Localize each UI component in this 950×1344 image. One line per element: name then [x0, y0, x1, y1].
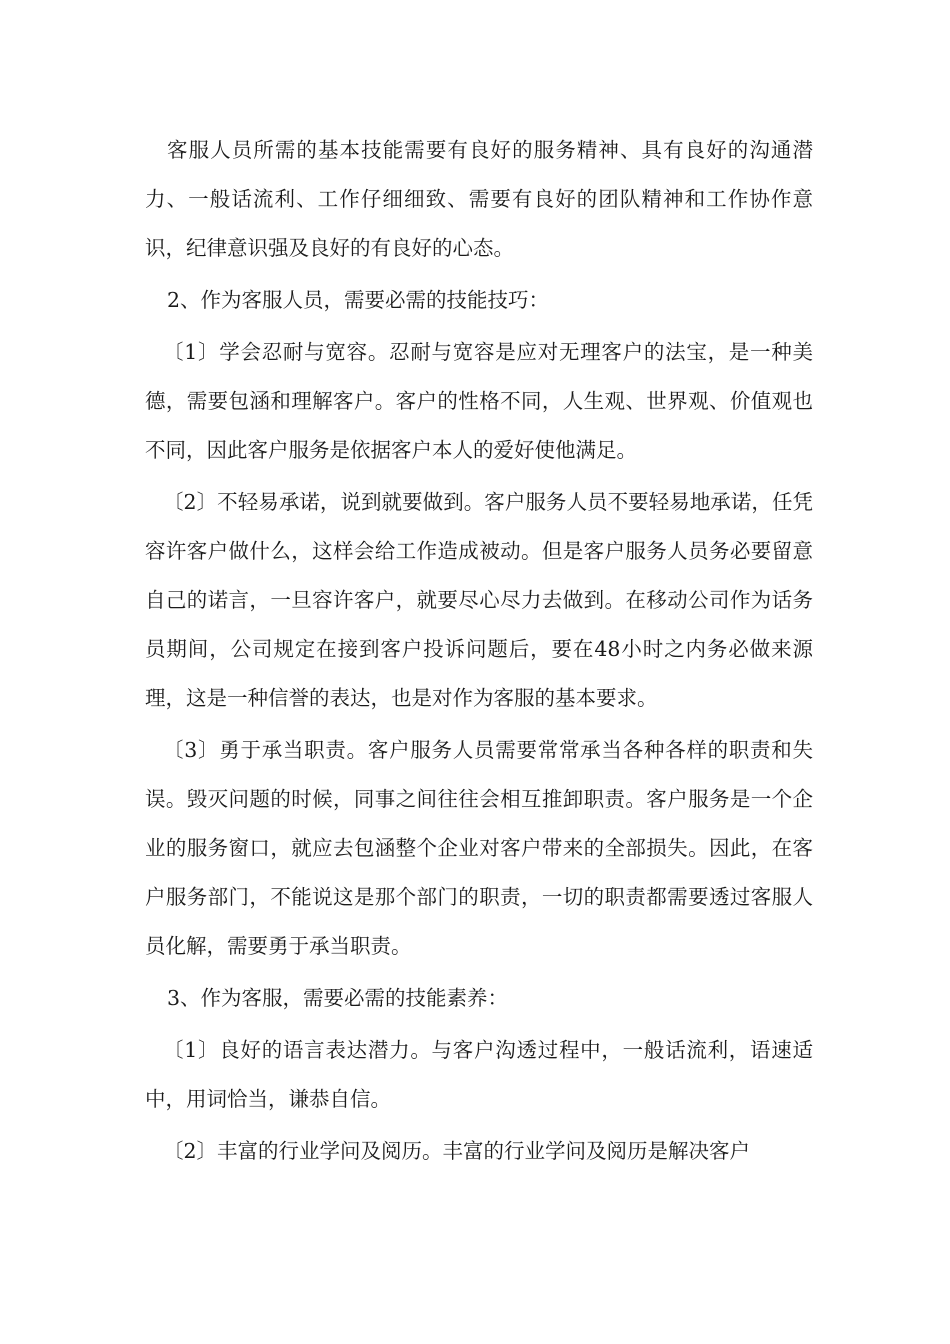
list-item-2-3: 〔3〕勇于承当职责。客户服务人员需要常常承当各种各样的职责和失误。毁灭问题的时候，同事之间往往会相互推卸职责。客户服务是一个企业的服务窗口，就应去包涵整个企业对客户带来的全部损失。因此，在客户服务部门，不能说这是那个部门的职责，一切的职责都需要透过客服人员化解，需要勇于承当职责。	[145, 738, 813, 958]
list-item-2-1: 〔1〕学会忍耐与宽容。忍耐与宽容是应对无理客户的法宝，是一种美德，需要包涵和理解客户。客户的性格不同，人生观、世界观、价值观也不同，因此客户服务是依据客户本人的爱好使他满足。	[145, 340, 813, 462]
paragraph-intro: 客服人员所需的基本技能需要有良好的服务精神、具有良好的沟通潜力、一般话流利、工作仔细细致、需要有良好的团队精神和工作协作意识，纪律意识强及良好的有良好的心态。	[145, 138, 813, 260]
list-item-2-2: 〔2〕不轻易承诺，说到就要做到。客户服务人员不要轻易地承诺，任凭容许客户做什么，这样会给工作造成被动。但是客户服务人员务必要留意自己的诺言，一旦容许客户，就要尽心尽力去做到。在移动公司作为话务员期间，公司规定在接到客户投诉问题后，要在48小时之内务必做来源理，这是一种信誉的表达，也是对作为客服的基本要求。	[145, 490, 813, 710]
list-item-3-1: 〔1〕良好的语言表达潜力。与客户沟透过程中，一般话流利，语速适中，用词恰当，谦恭自信。	[145, 1038, 813, 1111]
section-heading-3: 3、作为客服，需要必需的技能素养：	[167, 986, 509, 1010]
section-heading-2: 2、作为客服人员，需要必需的技能技巧：	[167, 288, 550, 312]
document-body	[145, 126, 813, 1179]
list-item-3-2: 〔2〕丰富的行业学问及阅历。丰富的行业学问及阅历是解决客户	[163, 1139, 751, 1163]
